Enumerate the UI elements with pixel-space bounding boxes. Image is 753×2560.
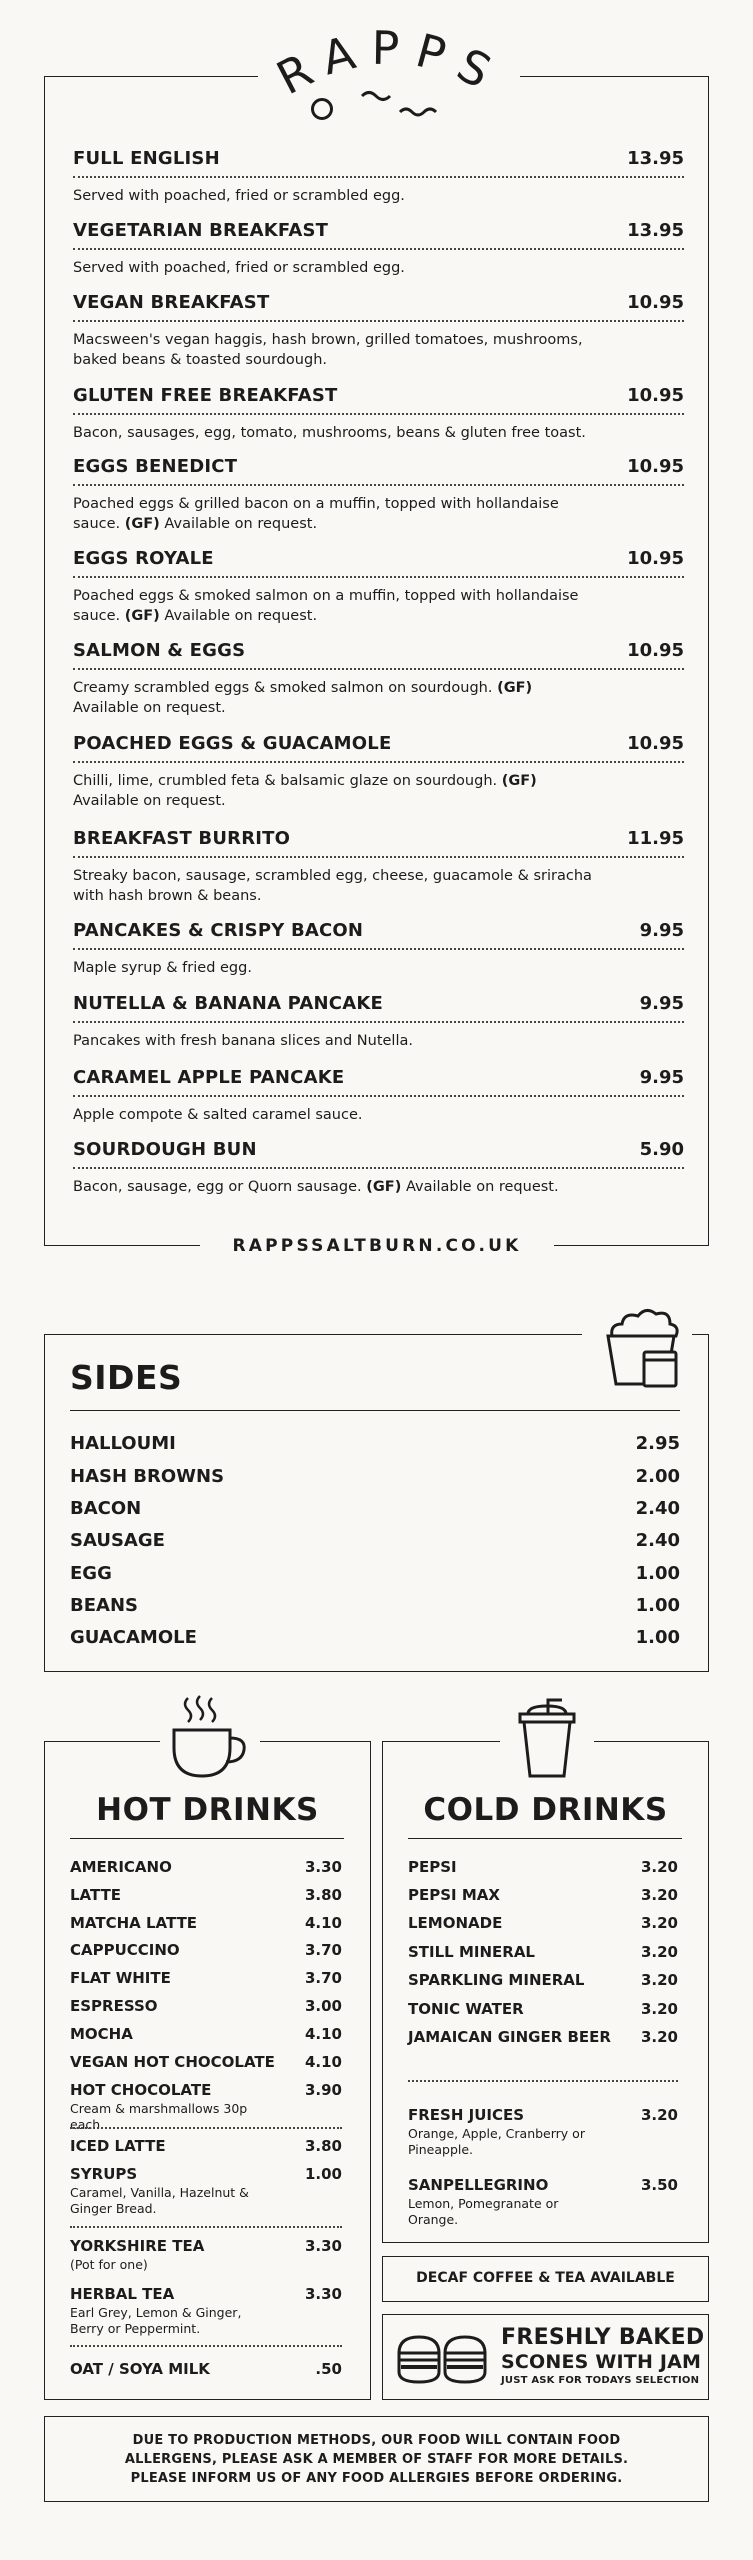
menu-item (73, 1139, 684, 1197)
menu-item-desc-text: Chilli, lime, crumbled feta & balsamic glaze on sourdough. (73, 773, 498, 789)
menu-item-name: PANCAKES & CRISPY BACON (73, 920, 364, 941)
menu-item-header (73, 456, 684, 480)
dotted-divider (73, 176, 684, 178)
popcorn-tub-icon (604, 1308, 680, 1388)
drink-price: 4.10 (304, 2025, 342, 2043)
menu-item-description (73, 586, 593, 626)
drink-item (408, 1943, 678, 1961)
gluten-free-tag: (GF) (501, 773, 537, 789)
drink-name: SANPELLEGRINO (408, 2176, 549, 2194)
logo-sun-icon (311, 98, 333, 120)
menu-item (73, 292, 684, 370)
drink-item (70, 2025, 342, 2043)
drink-item (70, 2137, 342, 2155)
menu-item-price: 9.95 (639, 1067, 684, 1088)
side-item (70, 1627, 680, 1648)
menu-item-name: VEGAN BREAKFAST (73, 292, 270, 313)
hot-drinks-divider (70, 1838, 344, 1839)
drink-price: 4.10 (304, 2053, 342, 2071)
side-item (70, 1466, 680, 1487)
drink-item (70, 1941, 342, 1959)
drink-price: 1.00 (304, 2165, 342, 2183)
dotted-divider (408, 2080, 678, 2082)
drink-name: TONIC WATER (408, 2000, 524, 2018)
side-item-name: HALLOUMI (70, 1433, 176, 1454)
menu-item-price: 10.95 (627, 385, 684, 406)
menu-item-name: VEGETARIAN BREAKFAST (73, 220, 329, 241)
menu-item-description (73, 423, 593, 443)
drink-price: 3.20 (640, 2106, 678, 2124)
drink-name: LEMONADE (408, 1914, 503, 1932)
drink-price: 3.30 (304, 2285, 342, 2303)
side-item-price: 2.95 (635, 1433, 680, 1454)
gluten-free-tag: (GF) (124, 608, 160, 624)
drink-name: ICED LATTE (70, 2137, 166, 2155)
cold-drinks-title: COLD DRINKS (423, 1792, 668, 1828)
drink-item (70, 1886, 342, 1904)
dotted-divider (70, 2345, 342, 2347)
cold-drinks-divider (408, 1838, 682, 1839)
side-item-name: EGG (70, 1563, 112, 1584)
drink-item (408, 1886, 678, 1904)
scones-subheading: SCONES WITH JAM (501, 2351, 702, 2373)
logo-text: RAPPS (268, 28, 512, 106)
menu-item (73, 920, 684, 978)
drink-price: 4.10 (304, 1914, 342, 1932)
drink-price: 3.30 (304, 1858, 342, 1876)
drink-item (70, 1914, 342, 1932)
hot-drinks-title: HOT DRINKS (96, 1792, 319, 1828)
drink-item (408, 1914, 678, 1932)
menu-item-description (73, 771, 593, 811)
scones-caption: JUST ASK FOR TODAYS SELECTION (501, 2375, 700, 2386)
drink-price: 3.20 (640, 1858, 678, 1876)
menu-item-name: EGGS ROYALE (73, 548, 214, 569)
side-item (70, 1563, 680, 1584)
menu-item-desc-text: Streaky bacon, sausage, scrambled egg, cheese, guacamole & sriracha with hash brown & beans. (73, 868, 592, 904)
drink-item (408, 2028, 678, 2046)
drink-price: 3.20 (640, 1971, 678, 1989)
menu-item-desc-text: Maple syrup & fried egg. (73, 960, 252, 976)
menu-item-desc-text: Served with poached, fried or scrambled egg. (73, 188, 405, 204)
drink-name: STILL MINERAL (408, 1943, 535, 1961)
drink-name: SYRUPS (70, 2165, 138, 2183)
side-item-price: 2.40 (635, 1530, 680, 1551)
menu-item-name: SALMON & EGGS (73, 640, 246, 661)
drink-item (408, 2000, 678, 2018)
drink-name: YORKSHIRE TEA (70, 2237, 205, 2255)
drink-item (70, 1858, 342, 1876)
dotted-divider (73, 1167, 684, 1169)
menu-item-desc-text: Bacon, sausages, egg, tomato, mushrooms, beans & gluten free toast. (73, 425, 586, 441)
side-item-name: GUACAMOLE (70, 1627, 197, 1648)
drink-price: 3.20 (640, 2000, 678, 2018)
dotted-divider (73, 484, 684, 486)
menu-item-price: 9.95 (639, 993, 684, 1014)
drink-item (70, 2360, 342, 2378)
takeaway-cup-icon (512, 1692, 582, 1782)
menu-item-price: 11.95 (627, 828, 684, 849)
steaming-coffee-cup-icon (166, 1692, 252, 1782)
drink-item (408, 2176, 678, 2194)
allergy-notice: DUE TO PRODUCTION METHODS, OUR FOOD WILL CONTAIN FOOD ALLERGENS, PLEASE ASK A MEMBER OF STAFF FOR MORE DETAILS. PLEASE INFORM US OF ANY FOOD ALLERGIES BEFORE ORDERING. (124, 2432, 629, 2486)
drink-name: PEPSI (408, 1858, 457, 1876)
allergy-notice-box (44, 2416, 709, 2502)
dotted-divider (73, 248, 684, 250)
menu-item-header (73, 292, 684, 316)
side-item-price: 1.00 (635, 1595, 680, 1616)
gluten-free-note: Available on request. (73, 700, 226, 716)
menu-item-header (73, 385, 684, 409)
side-item-name: BEANS (70, 1595, 138, 1616)
menu-item-desc-text: Served with poached, fried or scrambled egg. (73, 260, 405, 276)
menu-item-price: 10.95 (627, 548, 684, 569)
gluten-free-note: Available on request. (73, 793, 226, 809)
menu-item (73, 640, 684, 718)
menu-item-name: BREAKFAST BURRITO (73, 828, 291, 849)
menu-item-name: SOURDOUGH BUN (73, 1139, 257, 1160)
drink-price: 3.20 (640, 1886, 678, 1904)
drink-description: Lemon, Pomegranate or Orange. (408, 2196, 559, 2227)
drink-price: 3.20 (640, 2028, 678, 2046)
menu-item-description (73, 1105, 593, 1125)
drink-price: .50 (315, 2360, 342, 2378)
menu-item-header (73, 1067, 684, 1091)
drink-price: 3.80 (304, 1886, 342, 1904)
dotted-divider (73, 856, 684, 858)
menu-item (73, 548, 684, 626)
drink-price: 3.70 (304, 1969, 342, 1987)
menu-item-header (73, 828, 684, 852)
drink-name: MOCHA (70, 2025, 133, 2043)
menu-item-header (73, 1139, 684, 1163)
gluten-free-tag: (GF) (124, 516, 160, 532)
drink-name: JAMAICAN GINGER BEER (408, 2028, 611, 2046)
drink-item (70, 1997, 342, 2015)
sides-divider (70, 1410, 680, 1411)
dotted-divider (73, 1095, 684, 1097)
drink-item (70, 1969, 342, 1987)
menu-item-price: 5.90 (639, 1139, 684, 1160)
website-url[interactable]: RAPPSSALTBURN.CO.UK (232, 1236, 522, 1256)
menu-item-header (73, 733, 684, 757)
menu-item-header (73, 993, 684, 1017)
gluten-free-note: Available on request. (164, 608, 318, 624)
menu-item-description (73, 866, 593, 906)
menu-item (73, 828, 684, 906)
side-item-name: SAUSAGE (70, 1530, 165, 1551)
menu-item (73, 733, 684, 811)
menu-item-desc-text: Bacon, sausage, egg or Quorn sausage. (73, 1179, 362, 1195)
drink-item (70, 2237, 342, 2255)
dotted-divider (73, 576, 684, 578)
drink-name: OAT / SOYA MILK (70, 2360, 210, 2378)
menu-item-name: EGGS BENEDICT (73, 456, 238, 477)
side-item-price: 1.00 (635, 1627, 680, 1648)
menu-item-description (73, 258, 593, 278)
drink-description: Cream & marshmallows 30p each. (70, 2101, 248, 2132)
side-item (70, 1530, 680, 1551)
drink-name: SPARKLING MINERAL (408, 1971, 585, 1989)
menu-item-desc-text: Poached eggs & grilled bacon on a muffin, topped with hollandaise sauce. (73, 496, 559, 532)
menu-item-price: 10.95 (627, 733, 684, 754)
gluten-free-note: Available on request. (405, 1179, 559, 1195)
menu-item-price: 13.95 (627, 220, 684, 241)
scones-icon (395, 2331, 491, 2387)
menu-item-header (73, 920, 684, 944)
menu-item-description (73, 1031, 593, 1051)
menu-item (73, 148, 684, 206)
side-item (70, 1433, 680, 1454)
side-item-price: 1.00 (635, 1563, 680, 1584)
menu-item (73, 456, 684, 534)
menu-item-name: POACHED EGGS & GUACAMOLE (73, 733, 392, 754)
dotted-divider (73, 1021, 684, 1023)
drink-price: 3.90 (304, 2081, 342, 2099)
drink-description: Earl Grey, Lemon & Ginger, Berry or Peppermint. (70, 2305, 242, 2336)
menu-item-desc-text: Creamy scrambled eggs & smoked salmon on sourdough. (73, 680, 493, 696)
menu-item-header (73, 548, 684, 572)
drink-name: CAPPUCCINO (70, 1941, 180, 1959)
dotted-divider (73, 320, 684, 322)
menu-item-name: FULL ENGLISH (73, 148, 220, 169)
menu-item-desc-text: Pancakes with fresh banana slices and Nutella. (73, 1033, 413, 1049)
side-item (70, 1595, 680, 1616)
drink-price: 3.80 (304, 2137, 342, 2155)
drink-item (70, 2165, 342, 2183)
drink-description: Orange, Apple, Cranberry or Pineapple. (408, 2126, 585, 2157)
menu-item-description (73, 678, 593, 718)
menu-item-desc-text: Macsween's vegan haggis, hash brown, grilled tomatoes, mushrooms, baked beans & toasted sourdough. (73, 332, 583, 368)
menu-item (73, 385, 684, 443)
logo-waves-icon (352, 88, 447, 124)
drink-name: PEPSI MAX (408, 1886, 500, 1904)
menu-item-price: 13.95 (627, 148, 684, 169)
sides-title: SIDES (70, 1358, 183, 1397)
drink-price: 3.00 (304, 1997, 342, 2015)
menu-item-description (73, 1177, 593, 1197)
gluten-free-tag: (GF) (497, 680, 533, 696)
decaf-notice: DECAF COFFEE & TEA AVAILABLE (382, 2256, 709, 2302)
menu-item-header (73, 148, 684, 172)
drink-name: LATTE (70, 1886, 122, 1904)
drink-item (70, 2081, 342, 2099)
drink-price: 3.20 (640, 1943, 678, 1961)
dotted-divider (70, 2226, 342, 2228)
menu-item (73, 993, 684, 1051)
dotted-divider (70, 2127, 342, 2129)
gluten-free-tag: (GF) (366, 1179, 402, 1195)
drink-price: 3.50 (640, 2176, 678, 2194)
menu-item-name: NUTELLA & BANANA PANCAKE (73, 993, 383, 1014)
side-item (70, 1498, 680, 1519)
side-item-price: 2.40 (635, 1498, 680, 1519)
menu-item-desc-text: Apple compote & salted caramel sauce. (73, 1107, 363, 1123)
menu-item-header (73, 220, 684, 244)
drink-name: FLAT WHITE (70, 1969, 171, 1987)
scones-heading: FRESHLY BAKED (501, 2325, 705, 2350)
drink-price: 3.70 (304, 1941, 342, 1959)
menu-item-price: 9.95 (639, 920, 684, 941)
menu-item-description (73, 330, 593, 370)
dotted-divider (73, 948, 684, 950)
menu-item (73, 220, 684, 278)
drink-name: VEGAN HOT CHOCOLATE (70, 2053, 275, 2071)
menu-item-description (73, 186, 593, 206)
drink-item (70, 2285, 342, 2303)
drink-name: FRESH JUICES (408, 2106, 525, 2124)
gluten-free-note: Available on request. (164, 516, 318, 532)
side-item-name: BACON (70, 1498, 142, 1519)
drink-description: Caramel, Vanilla, Hazelnut & Ginger Bread. (70, 2185, 249, 2216)
drink-item (70, 2053, 342, 2071)
menu-item (73, 1067, 684, 1125)
menu-item-price: 10.95 (627, 456, 684, 477)
menu-item-desc-text: Poached eggs & smoked salmon on a muffin, topped with hollandaise sauce. (73, 588, 579, 624)
drink-price: 3.30 (304, 2237, 342, 2255)
dotted-divider (73, 413, 684, 415)
drink-item (408, 1971, 678, 1989)
menu-item-name: GLUTEN FREE BREAKFAST (73, 385, 338, 406)
drink-price: 3.20 (640, 1914, 678, 1932)
scones-box (382, 2314, 709, 2400)
drink-name: MATCHA LATTE (70, 1914, 198, 1932)
menu-item-price: 10.95 (627, 640, 684, 661)
dotted-divider (73, 761, 684, 763)
drink-name: HERBAL TEA (70, 2285, 175, 2303)
drink-description: (Pot for one) (70, 2257, 148, 2272)
drink-name: AMERICANO (70, 1858, 172, 1876)
menu-item-header (73, 640, 684, 664)
menu-item-description (73, 958, 593, 978)
side-item-name: HASH BROWNS (70, 1466, 225, 1487)
drink-item (408, 2106, 678, 2124)
drink-item (408, 1858, 678, 1876)
dotted-divider (73, 668, 684, 670)
menu-item-name: CARAMEL APPLE PANCAKE (73, 1067, 345, 1088)
side-item-price: 2.00 (635, 1466, 680, 1487)
drink-name: ESPRESSO (70, 1997, 158, 2015)
drink-name: HOT CHOCOLATE (70, 2081, 212, 2099)
menu-item-price: 10.95 (627, 292, 684, 313)
menu-item-description (73, 494, 593, 534)
